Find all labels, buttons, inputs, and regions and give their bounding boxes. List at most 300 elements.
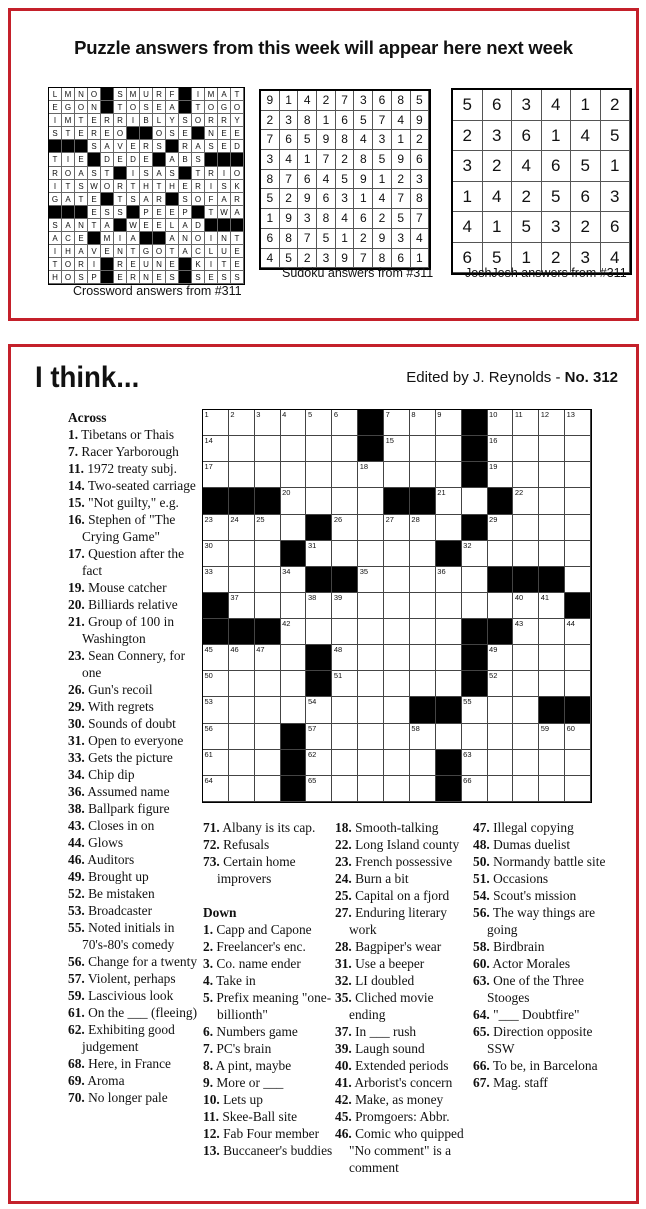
- black-square: [75, 140, 88, 153]
- clue-number: 46.: [335, 1126, 352, 1141]
- sudoku-cell: 8: [280, 229, 299, 249]
- grid-cell: [358, 776, 384, 802]
- clue-text: The way things are going: [487, 905, 596, 937]
- black-square: [153, 153, 166, 166]
- cell-number: 29: [489, 514, 498, 524]
- black-square: [179, 88, 192, 101]
- sudoku-cell: 4: [261, 249, 280, 269]
- answer-cell: N: [205, 127, 218, 140]
- answer-cell: A: [101, 140, 114, 153]
- clue-number: 22.: [335, 837, 352, 852]
- clue-text: Assumed name: [84, 784, 170, 799]
- clue-text: Take in: [213, 973, 256, 988]
- clue-number: 14.: [68, 478, 85, 493]
- answer-cell: S: [153, 140, 166, 153]
- clue: [68, 868, 198, 885]
- answer-cell: A: [75, 167, 88, 180]
- grid-cell: [255, 776, 281, 802]
- answer-cell: R: [231, 193, 244, 206]
- answers-box: [8, 8, 639, 321]
- answer-cell: E: [114, 271, 127, 284]
- black-square: [436, 697, 462, 723]
- black-square: [49, 140, 62, 153]
- clue-text: Cliched movie ending: [349, 990, 434, 1022]
- cell-number: 18: [359, 462, 369, 472]
- grid-cell: [306, 776, 332, 802]
- grid-cell: [229, 567, 255, 593]
- clue-number: 60.: [473, 956, 490, 971]
- black-square: [127, 127, 140, 140]
- joshjosh-cell: 2: [542, 243, 572, 274]
- joshjosh-cell: 4: [512, 151, 542, 182]
- answer-cell: H: [166, 180, 179, 193]
- clue-text: Change for a twenty: [84, 954, 198, 969]
- black-square: [179, 167, 192, 180]
- clue-heading: Across: [68, 410, 107, 425]
- sudoku-cell: 3: [261, 150, 280, 170]
- sudoku-cell: 9: [298, 189, 317, 209]
- clue-number: 2.: [203, 939, 214, 954]
- sudoku-cell: 7: [411, 209, 430, 229]
- grid-cell: [565, 567, 591, 593]
- clue-number: 73.: [203, 854, 220, 869]
- grid-cell: [332, 724, 358, 750]
- joshjosh-cell: 5: [571, 151, 601, 182]
- sudoku-cell: 2: [317, 91, 336, 111]
- clue-text: French possessive: [351, 854, 453, 869]
- answer-cell: T: [127, 180, 140, 193]
- answer-cell: E: [75, 127, 88, 140]
- clue-number: 1.: [68, 427, 79, 442]
- clue-text: Group of 100 in Washington: [82, 614, 175, 646]
- black-square: [488, 488, 514, 514]
- clue: [473, 1057, 623, 1074]
- grid-cell: [488, 645, 514, 671]
- black-square: [229, 488, 255, 514]
- clue-number: 7.: [203, 1041, 214, 1056]
- black-square: [255, 619, 281, 645]
- answer-cell: E: [101, 127, 114, 140]
- grid-cell: [306, 410, 332, 436]
- cell-number: 13: [566, 410, 575, 419]
- answer-cell: E: [218, 140, 231, 153]
- cell-number: 65: [307, 775, 317, 785]
- grid-cell: [306, 593, 332, 619]
- answer-cell: E: [218, 127, 231, 140]
- clue: [473, 1006, 623, 1023]
- grid-cell: [384, 619, 410, 645]
- sudoku-answers-grid: [259, 89, 431, 270]
- answer-cell: S: [127, 193, 140, 206]
- joshjosh-cell: 1: [601, 151, 631, 182]
- clue-text: Comic who quipped "No comment" is a comment: [349, 1126, 464, 1175]
- grid-cell: [384, 410, 410, 436]
- answer-cell: O: [192, 232, 205, 245]
- clue-text: Burn a bit: [351, 871, 409, 886]
- grid-cell: [539, 750, 565, 776]
- answer-cell: W: [218, 206, 231, 219]
- grid-cell: [229, 645, 255, 671]
- grid-cell: [203, 697, 229, 723]
- grid-cell: [358, 750, 384, 776]
- clue: [335, 1040, 473, 1057]
- sudoku-cell: 3: [280, 111, 299, 131]
- sudoku-cell: 1: [373, 170, 392, 190]
- clue: [473, 1074, 623, 1091]
- black-square: [358, 410, 384, 436]
- clue-text: Buccaneer's buddies: [219, 1143, 333, 1158]
- black-square: [114, 219, 127, 232]
- black-square: [49, 206, 62, 219]
- grid-cell: [358, 645, 384, 671]
- clue-number: 49.: [68, 869, 85, 884]
- answer-cell: S: [166, 127, 179, 140]
- clue-text: Prefix meaning "one-billionth": [213, 990, 332, 1022]
- clue-text: Stephen of "The Crying Game": [82, 512, 176, 544]
- answer-cell: E: [205, 271, 218, 284]
- grid-cell: [332, 488, 358, 514]
- cell-number: 2: [230, 410, 235, 419]
- clue-column-3: [335, 819, 473, 1176]
- grid-cell: [255, 410, 281, 436]
- sudoku-cell: 9: [373, 229, 392, 249]
- grid-cell: [565, 436, 591, 462]
- answer-cell: E: [153, 101, 166, 114]
- black-square: [101, 271, 114, 284]
- clue-heading: Down: [203, 905, 237, 920]
- black-square: [281, 750, 307, 776]
- joshjosh-cell: 2: [601, 90, 631, 121]
- sudoku-cell: 8: [261, 170, 280, 190]
- black-square: [229, 619, 255, 645]
- sudoku-cell: 6: [392, 249, 411, 269]
- grid-cell: [255, 724, 281, 750]
- answer-cell: O: [231, 101, 244, 114]
- clue: [203, 836, 333, 853]
- clue-number: 46.: [68, 852, 85, 867]
- clue-text: Violent, perhaps: [84, 971, 176, 986]
- joshjosh-cell: 3: [542, 212, 572, 243]
- crossword-answers-grid: [48, 87, 245, 285]
- clue-text: Lascivious look: [84, 988, 174, 1003]
- clue-number: 39.: [335, 1041, 352, 1056]
- answer-cell: A: [231, 206, 244, 219]
- clue: [203, 955, 333, 972]
- answer-cell: R: [179, 140, 192, 153]
- answer-cell: S: [192, 271, 205, 284]
- grid-cell: [306, 697, 332, 723]
- clue-text: Open to everyone: [84, 733, 184, 748]
- grid-cell: [436, 724, 462, 750]
- clue-number: 68.: [68, 1056, 85, 1071]
- answer-cell: W: [127, 219, 140, 232]
- answer-cell: E: [88, 206, 101, 219]
- joshjosh-cell: 5: [453, 90, 483, 121]
- grid-cell: [255, 436, 281, 462]
- answer-cell: D: [127, 153, 140, 166]
- sudoku-cell: 2: [411, 130, 430, 150]
- grid-cell: [462, 593, 488, 619]
- answer-cell: O: [205, 101, 218, 114]
- clue: [203, 1091, 333, 1108]
- black-square: [62, 140, 75, 153]
- grid-cell: [488, 776, 514, 802]
- sudoku-cell: 5: [373, 150, 392, 170]
- grid-cell: [539, 488, 565, 514]
- clue-text: Mag. staff: [489, 1075, 548, 1090]
- clue: [68, 766, 198, 783]
- grid-cell: [513, 488, 539, 514]
- cell-number: 38: [307, 592, 317, 602]
- cell-number: 58: [411, 723, 420, 733]
- clue-text: PC's brain: [213, 1041, 272, 1056]
- clue: [203, 938, 333, 955]
- grid-cell: [203, 776, 229, 802]
- joshjosh-cell: 6: [571, 182, 601, 213]
- sudoku-cell: 5: [298, 130, 317, 150]
- grid-cell: [488, 724, 514, 750]
- grid-cell: [332, 750, 358, 776]
- black-square: [462, 462, 488, 488]
- clue: [335, 972, 473, 989]
- black-square: [565, 593, 591, 619]
- cell-number: 53: [204, 697, 213, 707]
- clue-text: Direction opposite SSW: [487, 1024, 593, 1056]
- grid-cell: [203, 541, 229, 567]
- clue-column-2: [203, 819, 333, 1159]
- grid-cell: [332, 593, 358, 619]
- answer-cell: E: [127, 258, 140, 271]
- answer-cell: N: [75, 219, 88, 232]
- clue-text: Two-seated carriage: [84, 478, 196, 493]
- answer-cell: O: [88, 88, 101, 101]
- grid-cell: [332, 515, 358, 541]
- cell-number: 16: [489, 436, 498, 446]
- clue-number: 9.: [203, 1075, 214, 1090]
- answer-cell: A: [179, 245, 192, 258]
- clue: [68, 834, 198, 851]
- sudoku-cell: 5: [411, 91, 430, 111]
- grid-cell: [410, 645, 436, 671]
- clue-text: With regrets: [84, 699, 154, 714]
- grid-cell: [332, 462, 358, 488]
- grid-cell: [436, 645, 462, 671]
- black-square: [179, 271, 192, 284]
- grid-cell: [513, 515, 539, 541]
- answer-cell: S: [205, 140, 218, 153]
- grid-cell: [410, 750, 436, 776]
- sudoku-cell: 6: [298, 170, 317, 190]
- answer-cell: E: [153, 219, 166, 232]
- cell-number: 5: [307, 410, 313, 419]
- sudoku-cell: 5: [392, 209, 411, 229]
- grid-cell: [513, 697, 539, 723]
- answer-cell: R: [153, 88, 166, 101]
- clue: [335, 1023, 473, 1040]
- black-square: [488, 619, 514, 645]
- clue-text: Numbers game: [213, 1024, 298, 1039]
- joshjosh-cell: 5: [483, 243, 513, 274]
- sudoku-cell: 4: [373, 189, 392, 209]
- grid-cell: [281, 436, 307, 462]
- cell-number: 4: [282, 410, 287, 419]
- answer-cell: L: [49, 88, 62, 101]
- answer-cell: N: [179, 232, 192, 245]
- grid-cell: [229, 697, 255, 723]
- grid-cell: [358, 724, 384, 750]
- grid-cell: [539, 462, 565, 488]
- clue: [68, 732, 198, 749]
- clue: [335, 904, 473, 938]
- black-square: [539, 567, 565, 593]
- answer-cell: T: [75, 114, 88, 127]
- joshjosh-cell: 2: [453, 121, 483, 152]
- grid-cell: [281, 567, 307, 593]
- clue-text: Exhibiting good judgement: [82, 1022, 175, 1054]
- cell-number: 25: [256, 514, 265, 524]
- black-square: [462, 436, 488, 462]
- grid-cell: [255, 515, 281, 541]
- clue-column-4: [473, 819, 623, 1091]
- clue-text: One of the Three Stooges: [487, 973, 584, 1005]
- sudoku-cell: 5: [261, 189, 280, 209]
- sudoku-cell: 7: [317, 150, 336, 170]
- clue-number: 26.: [68, 682, 85, 697]
- answer-cell: I: [49, 180, 62, 193]
- answer-cell: E: [88, 114, 101, 127]
- clue: [473, 1023, 623, 1057]
- answer-cell: S: [88, 140, 101, 153]
- sudoku-cell: 4: [411, 229, 430, 249]
- clue: [203, 1108, 333, 1125]
- black-square: [203, 488, 229, 514]
- answer-cell: Y: [166, 114, 179, 127]
- answer-cell: P: [140, 206, 153, 219]
- cell-number: 56: [204, 723, 213, 733]
- grid-cell: [358, 619, 384, 645]
- clue: [203, 989, 333, 1023]
- clue-text: Certain home improvers: [217, 854, 296, 886]
- grid-cell: [281, 410, 307, 436]
- grid-cell: [306, 724, 332, 750]
- black-square: [153, 232, 166, 245]
- clue-number: 30.: [68, 716, 85, 731]
- grid-cell: [332, 645, 358, 671]
- clue: [68, 494, 198, 511]
- grid-cell: [281, 619, 307, 645]
- clue-number: 67.: [473, 1075, 490, 1090]
- grid-cell: [462, 697, 488, 723]
- sudoku-cell: 7: [336, 91, 355, 111]
- grid-cell: [384, 645, 410, 671]
- cell-number: 64: [204, 775, 213, 785]
- answer-cell: U: [140, 258, 153, 271]
- black-square: [281, 724, 307, 750]
- answer-cell: A: [62, 193, 75, 206]
- answer-cell: T: [231, 88, 244, 101]
- clue: [335, 887, 473, 904]
- joshjosh-cell: 5: [601, 121, 631, 152]
- grid-cell: [565, 724, 591, 750]
- cell-number: 34: [282, 566, 291, 576]
- black-square: [192, 127, 205, 140]
- black-square: [205, 153, 218, 166]
- sudoku-cell: 1: [261, 209, 280, 229]
- answer-cell: L: [166, 219, 179, 232]
- clue-text: More or ___: [213, 1075, 284, 1090]
- clue: [68, 443, 198, 460]
- cell-number: 3: [256, 410, 261, 419]
- grid-cell: [203, 671, 229, 697]
- black-square: [218, 153, 231, 166]
- answer-cell: T: [166, 245, 179, 258]
- answer-cell: A: [49, 232, 62, 245]
- clue-number: 17.: [68, 546, 85, 561]
- grid-cell: [488, 410, 514, 436]
- grid-cell: [358, 515, 384, 541]
- clue-text: No longer pale: [84, 1090, 168, 1105]
- clue: [203, 1023, 333, 1040]
- clue-text: Capital on a fjord: [351, 888, 450, 903]
- sudoku-cell: 1: [298, 150, 317, 170]
- cell-number: 23: [204, 514, 213, 524]
- grid-cell: [436, 515, 462, 541]
- black-square: [255, 488, 281, 514]
- joshjosh-cell: 3: [601, 182, 631, 213]
- answer-cell: A: [166, 101, 179, 114]
- grid-cell: [229, 593, 255, 619]
- clue: [335, 1091, 473, 1108]
- answer-cell: A: [75, 245, 88, 258]
- cell-number: 37: [230, 592, 239, 602]
- answer-cell: O: [62, 167, 75, 180]
- clue-text: Auditors: [84, 852, 135, 867]
- grid-cell: [229, 724, 255, 750]
- clue-text: Closes in on: [84, 818, 155, 833]
- clue: [68, 783, 198, 800]
- cell-number: 61: [204, 749, 213, 759]
- answer-cell: R: [75, 258, 88, 271]
- sudoku-cell: 7: [298, 229, 317, 249]
- clue-text: "Not guilty," e.g.: [84, 495, 179, 510]
- grid-cell: [384, 671, 410, 697]
- answer-cell: S: [231, 271, 244, 284]
- sudoku-cell: 2: [280, 189, 299, 209]
- clue: [335, 1125, 473, 1176]
- answer-cell: A: [166, 232, 179, 245]
- joshjosh-cell: 6: [483, 90, 513, 121]
- answer-cell: A: [192, 140, 205, 153]
- grid-cell: [410, 462, 436, 488]
- clue: [203, 1040, 333, 1057]
- grid-cell: [332, 671, 358, 697]
- clue: [473, 972, 623, 1006]
- black-square: [192, 206, 205, 219]
- joshjosh-cell: 2: [571, 212, 601, 243]
- clue-text: Racer Yarborough: [78, 444, 179, 459]
- cell-number: 10: [489, 410, 498, 419]
- clue-number: 56.: [68, 954, 85, 969]
- sudoku-cell: 5: [354, 111, 373, 131]
- grid-cell: [358, 488, 384, 514]
- clue: [473, 836, 623, 853]
- clue-number: 43.: [68, 818, 85, 833]
- answer-cell: V: [88, 245, 101, 258]
- sudoku-cell: 4: [392, 111, 411, 131]
- clue-number: 63.: [473, 973, 490, 988]
- answer-cell: E: [75, 232, 88, 245]
- answer-cell: E: [88, 193, 101, 206]
